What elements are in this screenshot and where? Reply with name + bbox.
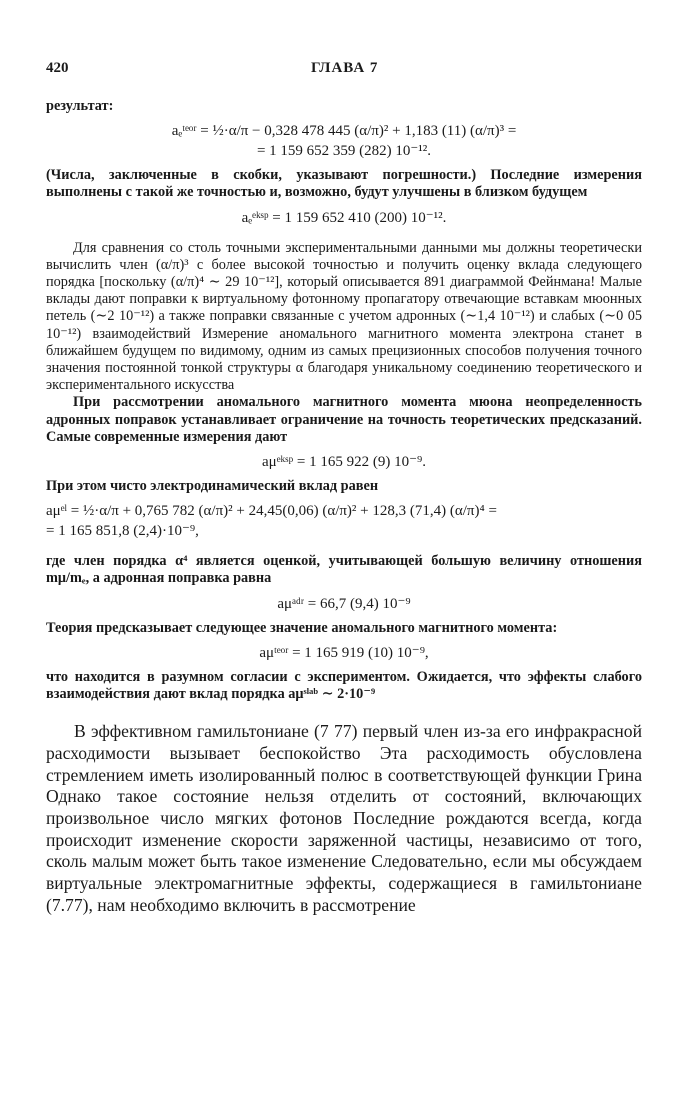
page-header xyxy=(46,56,642,80)
paragraph-muon: При рассмотрении аномального магнитного момента мюона неопределенность адронных поправок устанавливает ограничение на точность теоретических предсказаний. Самые современные измерения дают xyxy=(46,394,642,445)
book-page xyxy=(46,56,642,1086)
page-number: 420 xyxy=(46,60,69,76)
paragraph-alpha4: где член порядка α⁴ является оценкой, учитывающей большую величину отношения mμ/mₑ, а адронная поправка равна xyxy=(46,553,642,587)
chapter-title: ГЛАВА 7 xyxy=(311,60,379,76)
intro-word: результат: xyxy=(46,98,114,114)
paragraph-comparison: Для сравнения со столь точными экспериментальными данными мы должны теоретически вычислить член (α/π)³ с более высокой точностью и получить оценку вклада следующего порядка [поскольку (α/π)⁴ ∼ 29 10⁻¹²], который описывается 891 диаграммой Фейнмана! Малые вклады дают поправки к виртуальному фотонному пропагатору отвечающие вставкам мюонных петель (∼2 10⁻¹²) а также поправки связанные с учетом адронных (∼1,4 10⁻¹²) и слабых (∼0 05 10⁻¹²) взаимодействий Измерение аномального магнитного момента электрона станет в ближайшем будущем по видимому, одним из самых прецизионных способов получения точного значения постоянной тонкой структуры α благодаря уникальному соединению теоретического и экспериментального искусства xyxy=(46,239,642,394)
formula-electron-experiment: aₑᵉᵏˢᵖ = 1 159 652 410 (200) 10⁻¹². xyxy=(241,209,447,226)
formula-muon-qed-line1: aμᵉˡ = ½·α/π + 0,765 782 (α/π)² + 24,45(0,06) (α/π)² + 128,3 (71,4) (α/π)⁴ = xyxy=(46,503,497,520)
paragraph-numbers-note: (Числа, заключенные в скобки, указывают погрешности.) Последние измерения выполнены с такой же точностью и, возможно, будут улучшены в близком будущем xyxy=(46,167,642,201)
formula-muon-experiment: aμᵉᵏˢᵖ = 1 165 922 (9) 10⁻⁹. xyxy=(262,454,426,471)
formula-electron-theory-line2: = 1 159 652 359 (282) 10⁻¹². xyxy=(256,143,432,160)
paragraph-hamiltonian: В эффективном гамильтониане (7 77) первый член из-за его инфракрасной расходимости вызывает беспокойство Эта расходимость обусловлена стремлением иметь изолированный полюс в соответствующей функции Грина Однако такое состояние нельзя отделить от состояний, включающих произвольное число мягких фотонов Последние рождаются всегда, когда происходит изменение скорости заряженной частицы, независимо от того, сколь малым может быть такое изменение Следовательно, если мы обсуждаем виртуальные электромагнитные эффекты, содержащиеся в гамильтониане (7.77), нам необходимо включить в рассмотрение xyxy=(46,721,642,915)
paragraph-qed-intro: При этом чисто электродинамический вклад равен xyxy=(46,478,379,495)
formula-muon-hadron: aμᵃᵈʳ = 66,7 (9,4) 10⁻⁹ xyxy=(277,595,411,612)
formula-muon-qed-line2: = 1 165 851,8 (2,4)·10⁻⁹, xyxy=(46,523,199,540)
formula-muon-theory: aμᵗᵉᵒʳ = 1 165 919 (10) 10⁻⁹, xyxy=(259,644,429,661)
paragraph-agreement: что находится в разумном согласии с экспериментом. Ожидается, что эффекты слабого взаимодействия дают вклад порядка aμˢˡᵃᵇ ∼ 2·10⁻⁹ xyxy=(46,668,642,703)
paragraph-theory-predicts: Теория предсказывает следующее значение аномального магнитного момента: xyxy=(46,619,558,636)
formula-electron-theory-line1: aₑᵗᵉᵒʳ = ½·α/π − 0,328 478 445 (α/π)² + 1,183 (11) (α/π)³ = xyxy=(171,123,517,140)
